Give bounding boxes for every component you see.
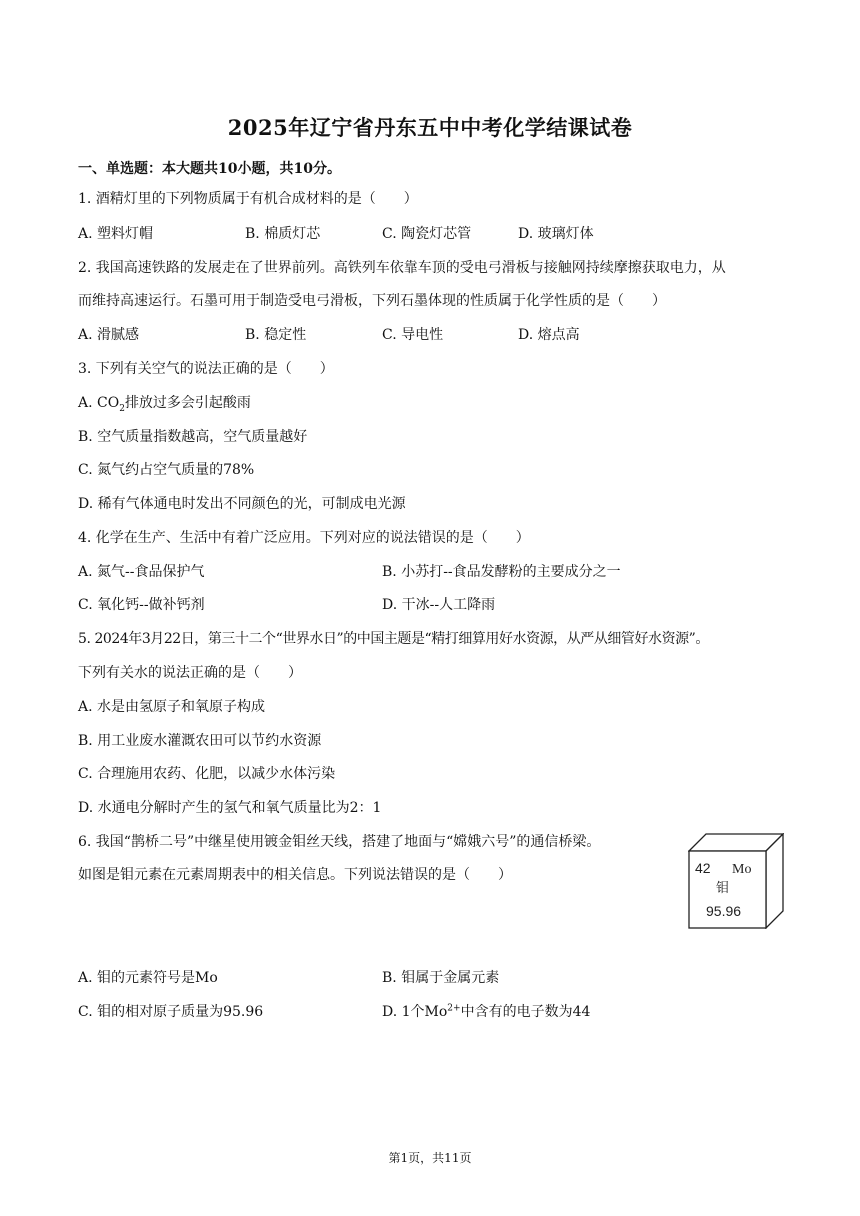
- element-symbol: Mo: [732, 862, 752, 877]
- q5-option-c: C. 合理施用农药、化肥，以减少水体污染: [78, 766, 336, 782]
- q2-option-c: C. 导电性: [382, 327, 444, 343]
- q6-option-d-superscript: 2+: [447, 1003, 461, 1014]
- q2-option-a: A. 滑腻感: [78, 327, 140, 343]
- question-1-stem: 1. 酒精灯里的下列物质属于有机合成材料的是（ ）: [78, 191, 418, 207]
- q5-option-a: A. 水是由氢原子和氧原子构成: [78, 699, 266, 715]
- q1-option-d: D. 玻璃灯体: [518, 226, 594, 242]
- q6-option-b: B. 钼属于金属元素: [382, 970, 500, 986]
- section-heading: 一、单选题：本大题共10小题，共10分。: [78, 161, 341, 177]
- q3-option-a-pre: A. CO: [78, 395, 120, 411]
- q4-option-b: B. 小苏打--食品发酵粉的主要成分之一: [382, 564, 621, 580]
- q3-option-b: B. 空气质量指数越高，空气质量越好: [78, 429, 308, 445]
- q3-option-a-subscript: 2: [119, 403, 125, 414]
- q6-option-c: C. 钼的相对原子质量为95.96: [78, 1004, 264, 1020]
- question-2-stem-line2: 而维持高速运行。石墨可用于制造受电弓滑板，下列石墨体现的性质属于化学性质的是（ ）: [78, 293, 666, 309]
- element-atomic-number: 42: [695, 860, 711, 876]
- q1-option-b: B. 棉质灯芯: [245, 226, 321, 242]
- q3-option-a: [78, 393, 251, 413]
- question-3-stem: 3. 下列有关空气的说法正确的是（ ）: [78, 361, 334, 377]
- q6-option-d-pre: D. 1个Mo: [382, 1004, 448, 1020]
- question-6-stem-line1: 6. 我国“鹊桥二号”中继星使用镀金钼丝天线，搭建了地面与“嫦娥六号”的通信桥梁。: [78, 834, 601, 850]
- q1-option-c: C. 陶瓷灯芯管: [382, 226, 472, 242]
- q4-option-d: D. 干冰--人工降雨: [382, 597, 496, 613]
- exam-title: 2025年辽宁省丹东五中中考化学结课试卷: [227, 115, 633, 140]
- question-6-stem-line2: 如图是钼元素在元素周期表中的相关信息。下列说法错误的是（ ）: [78, 867, 512, 883]
- q5-option-b: B. 用工业废水灌溉农田可以节约水资源: [78, 733, 322, 749]
- q6-option-d: [382, 1002, 590, 1022]
- element-name: 钼: [716, 881, 730, 896]
- molybdenum-element-cell: [688, 833, 784, 929]
- q4-option-a: A. 氮气--食品保护气: [78, 564, 205, 580]
- q2-option-b: B. 稳定性: [245, 327, 307, 343]
- q3-option-a-post: 排放过多会引起酸雨: [124, 395, 251, 411]
- q6-option-a: A. 钼的元素符号是Mo: [78, 970, 218, 986]
- question-5-stem-line2: 下列有关水的说法正确的是（ ）: [78, 665, 302, 681]
- element-atomic-mass: 95.96: [706, 903, 742, 919]
- q1-option-a: A. 塑料灯帽: [78, 226, 154, 242]
- q4-option-c: C. 氧化钙--做补钙剂: [78, 597, 205, 613]
- question-2-stem-line1: 2. 我国高速铁路的发展走在了世界前列。高铁列车依靠车顶的受电弓滑板与接触网持续摩擦获取电力，从: [78, 260, 726, 276]
- q6-option-d-post: 中含有的电子数为44: [460, 1004, 591, 1020]
- q5-option-d: D. 水通电分解时产生的氢气和氧气质量比为2：1: [78, 800, 382, 816]
- q3-option-c: C. 氮气约占空气质量的78%: [78, 462, 255, 478]
- q3-option-d: D. 稀有气体通电时发出不同颜色的光，可制成电光源: [78, 496, 406, 512]
- q2-option-d: D. 熔点高: [518, 327, 580, 343]
- page-footer: 第1页，共11页: [388, 1151, 472, 1165]
- question-5-stem-line1: 5. 2024年3月22日，第三十二个“世界水日”的中国主题是“精打细算用好水资源，从严从细管好水资源”。: [78, 631, 709, 647]
- question-4-stem: 4. 化学在生产、生活中有着广泛应用。下列对应的说法错误的是（ ）: [78, 530, 530, 546]
